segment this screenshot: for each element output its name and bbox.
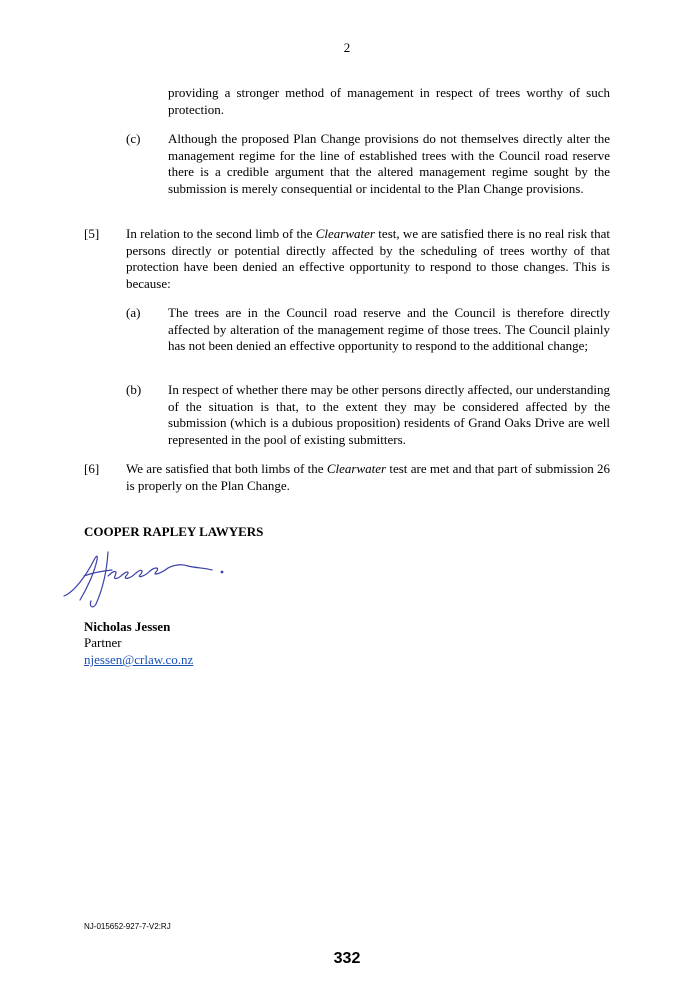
- item-a-label: (a): [126, 305, 141, 320]
- para-6-text-end: test are met and that part of submission 26 is properly on the Plan Change.: [126, 461, 611, 493]
- firm-name: COOPER RAPLEY LAWYERS: [84, 524, 264, 539]
- page-number: 2: [343, 40, 351, 55]
- handwritten-signature: [60, 546, 240, 610]
- para-5-text-end: test, we are satisfied there is no real risk that persons directly or potential directly affected by the scheduling of trees worthy of that protection have been denied an effective opportunity to respond to those changes. This is because:: [126, 226, 610, 291]
- para-5-label: [5]: [84, 226, 100, 241]
- bottom-page-number: 332: [333, 950, 361, 967]
- item-c-label: (c): [126, 131, 141, 146]
- document-reference: NJ-015652-927-7-V2:RJ: [84, 922, 171, 931]
- para-6-text: [126, 461, 610, 494]
- para-6-text-start: We are satisfied that both limbs of the: [126, 461, 327, 476]
- continued-paragraph: providing a stronger method of management in respect of trees worthy of such protection.: [168, 85, 610, 117]
- item-a-text: The trees are in the Council road reserve and the Council is therefore directly affected by alteration of the management regime of those trees. The Council plainly has not been denied an effective opportunity to respond to the additional change;: [168, 305, 610, 353]
- para-5-case-name: Clearwater: [315, 226, 375, 241]
- item-b-text: In respect of whether there may be other persons directly affected, our understanding of the situation is that, to the extent they may be considered affected by the submission (which is a dubious proposition) residents of Grand Oaks Drive are well represented in the pool of existing submitters.: [168, 382, 610, 447]
- signatory-title: Partner: [84, 635, 122, 650]
- item-c-text: Although the proposed Plan Change provisions do not themselves directly alter the management regime for the line of established trees with the Council road reserve there is a credible argument that the altered management regime sought by the submission is merely consequential or incidental to the Plan Change provisions.: [168, 131, 610, 196]
- para-5-text-start: In relation to the second limb of the: [126, 226, 316, 241]
- para-5-text: [126, 226, 610, 292]
- para-6-case-name: Clearwater: [326, 461, 387, 476]
- item-b-label: (b): [126, 382, 142, 397]
- signatory-name: Nicholas Jessen: [84, 619, 171, 634]
- signatory-email-link[interactable]: njessen@crlaw.co.nz: [84, 652, 194, 667]
- para-6-label: [6]: [84, 461, 100, 476]
